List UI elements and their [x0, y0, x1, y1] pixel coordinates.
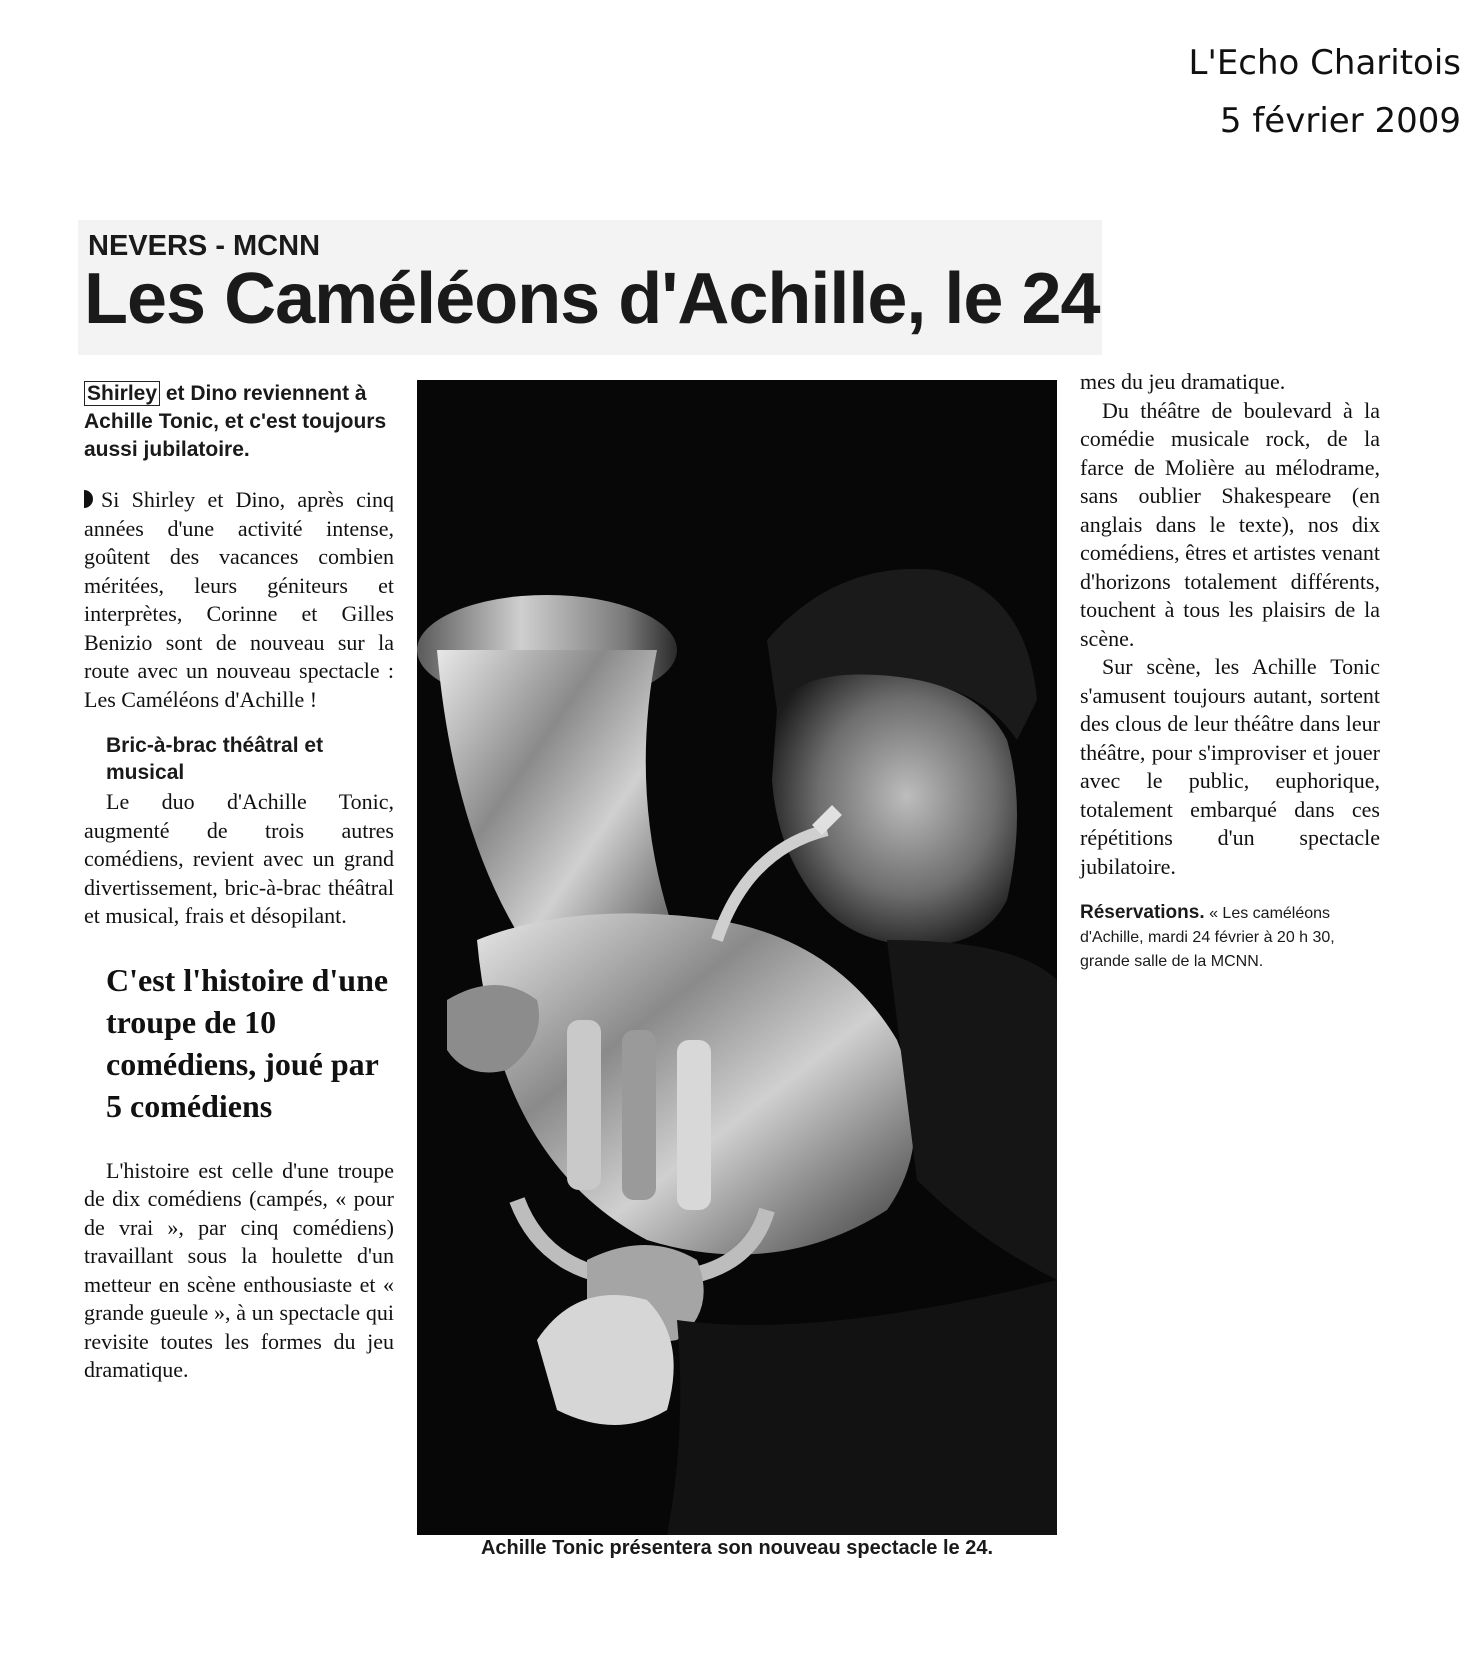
source-note — [1041, 34, 1461, 150]
reservations-label: Réservations. — [1080, 902, 1205, 923]
newspaper-clipping — [78, 220, 1380, 1560]
chapo-boxed-word: Shirley — [84, 381, 160, 406]
article-chapo — [84, 380, 394, 464]
left-column — [84, 380, 394, 1385]
article-headline: Les Caméléons d'Achille, le 24 — [84, 259, 1100, 339]
publication-name: L'Echo Charitois — [1188, 43, 1461, 83]
reservations-text: « Les caméléons d'Achille, mardi 24 février à 20 h 30, grande salle de la MCNN. — [1080, 905, 1335, 970]
tuba-player-photo — [417, 380, 1057, 1535]
reservations-note — [1080, 901, 1380, 974]
pull-quote: C'est l'histoire d'une troupe de 10 comédiens, joué par 5 comédiens — [106, 961, 389, 1124]
paragraph-3: L'histoire est celle d'une troupe de dix comédiens (campés, « pour de vrai », par cinq comédiens) travaillant sous la houlette d'un metteur en scène enthousiaste et « grande gueule », à un spectacle qui revisite toutes les formes du jeu dramatique. — [84, 1157, 394, 1382]
paragraph-2: Le duo d'Achille Tonic, augmenté de trois autres comédiens, revient avec un grand divertissement, bric-à-brac théâtral et musical, frais et désopilant. — [84, 789, 394, 928]
article-kicker: NEVERS - MCNN — [88, 230, 321, 262]
chapo-text: et Dino reviennent à Achille Tonic, et c'est toujours aussi jubilatoire. — [84, 382, 387, 461]
subheading: Bric-à-brac théâtral et musical — [106, 734, 324, 784]
paragraph-1 — [84, 486, 394, 714]
paragraph-5: Sur scène, les Achille Tonic s'amusent toujours autant, sortent des clous de leur théâtre dans leur théâtre, pour s'improviser et jouer avec le public, euphorique, totalement embarqué dans ces répétitions d'un spectacle jubilatoire. — [1080, 654, 1380, 879]
article-photo — [417, 380, 1057, 1535]
right-column — [1080, 368, 1380, 974]
paragraph-4: Du théâtre de boulevard à la comédie musicale rock, de la farce de Molière au mélodrame, sans oublier Shakespeare (en anglais dans le texte), nos dix comédiens, êtres et artistes venant d'horizons totalement différents, touchent à tous les plaisirs de la scène. — [1080, 397, 1380, 651]
paragraph-bullet-icon — [84, 490, 93, 508]
paragraph-3-continued: mes du jeu dramatique. — [1080, 369, 1286, 394]
publication-date: 5 février 2009 — [1219, 101, 1461, 141]
photo-caption: Achille Tonic présentera son nouveau spectacle le 24. — [480, 1537, 994, 1559]
paragraph-1-text: Si Shirley et Dino, après cinq années d'une activité intense, goûtent des vacances combien méritées, leurs géniteurs et interprètes, Corinne et Gilles Benizio sont de nouveau sur la route avec un nouveau spectacle : Les Caméléons d'Achille ! — [84, 487, 394, 712]
